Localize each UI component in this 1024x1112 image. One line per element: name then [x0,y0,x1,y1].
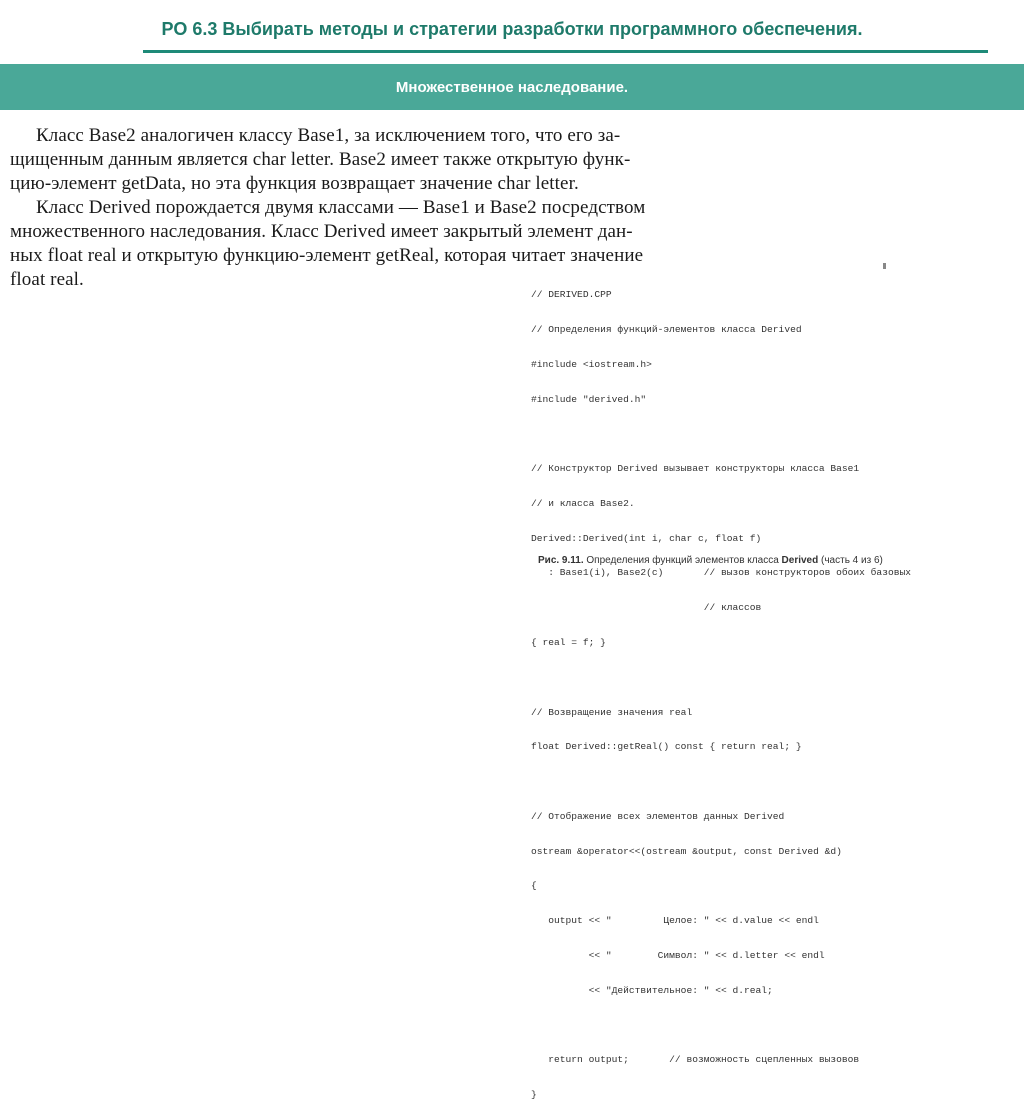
code-line: // DERIVED.CPP [531,289,612,301]
code-line: // Отображение всех элементов данных Derived [531,810,785,822]
figure-caption [538,555,883,566]
code-line [531,428,951,440]
code-line: << "Действительное: " << d.real; [531,984,773,996]
code-listing [531,266,951,1112]
code-line: #include "derived.h" [531,393,647,405]
code-line: : Base1(i), Base2(c) // вызов конструкторов обоих базовых [531,567,911,579]
code-line [531,1020,951,1032]
code-line: << " Символ: " << d.letter << endl [531,950,825,962]
slide-title: РО 6.3 Выбирать методы и стратегии разработки программного обеспечения. [161,19,863,39]
code-line: Derived::Derived(int i, char c, float f) [531,532,762,544]
paragraph-line: Класс Base2 аналогичен классу Base1, за исключением того, что его за- [36,125,621,146]
caption-part: (часть 4 из 6) [818,555,883,566]
code-line: // Возвращение значения real [531,706,693,718]
title-underline [143,50,988,53]
code-line: { real = f; } [531,637,606,648]
paragraph-line: float real. [10,269,84,290]
code-line: float Derived::getReal() const { return real; } [531,741,802,753]
caption-prefix: Рис. 9.11. [538,555,584,566]
code-line: // классов [531,602,762,614]
caption-text: Определения функций элементов класса [583,555,782,566]
code-line: return output; // возможность сцепленных вызовов [531,1054,860,1066]
code-line: ostream &operator<<(ostream &output, const Derived &d) [531,845,842,857]
code-line [531,776,951,788]
paragraph-line: щищенным данным является char letter. Base2 имеет также открытую функ- [10,149,631,170]
code-line: } [531,1089,537,1101]
caption-class-name: Derived [781,555,819,566]
code-line: { [531,880,537,892]
code-line: // Определения функций-элементов класса Derived [531,323,802,335]
code-line [531,672,951,684]
paragraph-line: Класс Derived порождается двумя классами — Base1 и Base2 посредством [36,197,646,218]
paragraph-line: множественного наследования. Класс Derived имеет закрытый элемент дан- [10,221,633,242]
section-banner-title: Множественное наследование. [395,78,629,96]
code-line: // и класса Base2. [531,497,635,509]
section-banner [0,64,1024,110]
code-line: output << " Целое: " << d.value << endl [531,915,819,927]
paragraph-line: ных float real и открытую функцию-элемент getReal, которая читает значение [10,245,644,266]
code-line: #include <iostream.h> [531,358,652,370]
code-line: // Конструктор Derived вызывает конструкторы класса Base1 [531,463,860,475]
paragraph-line: цию-элемент getData, но эта функция возвращает значение char letter. [10,173,579,194]
